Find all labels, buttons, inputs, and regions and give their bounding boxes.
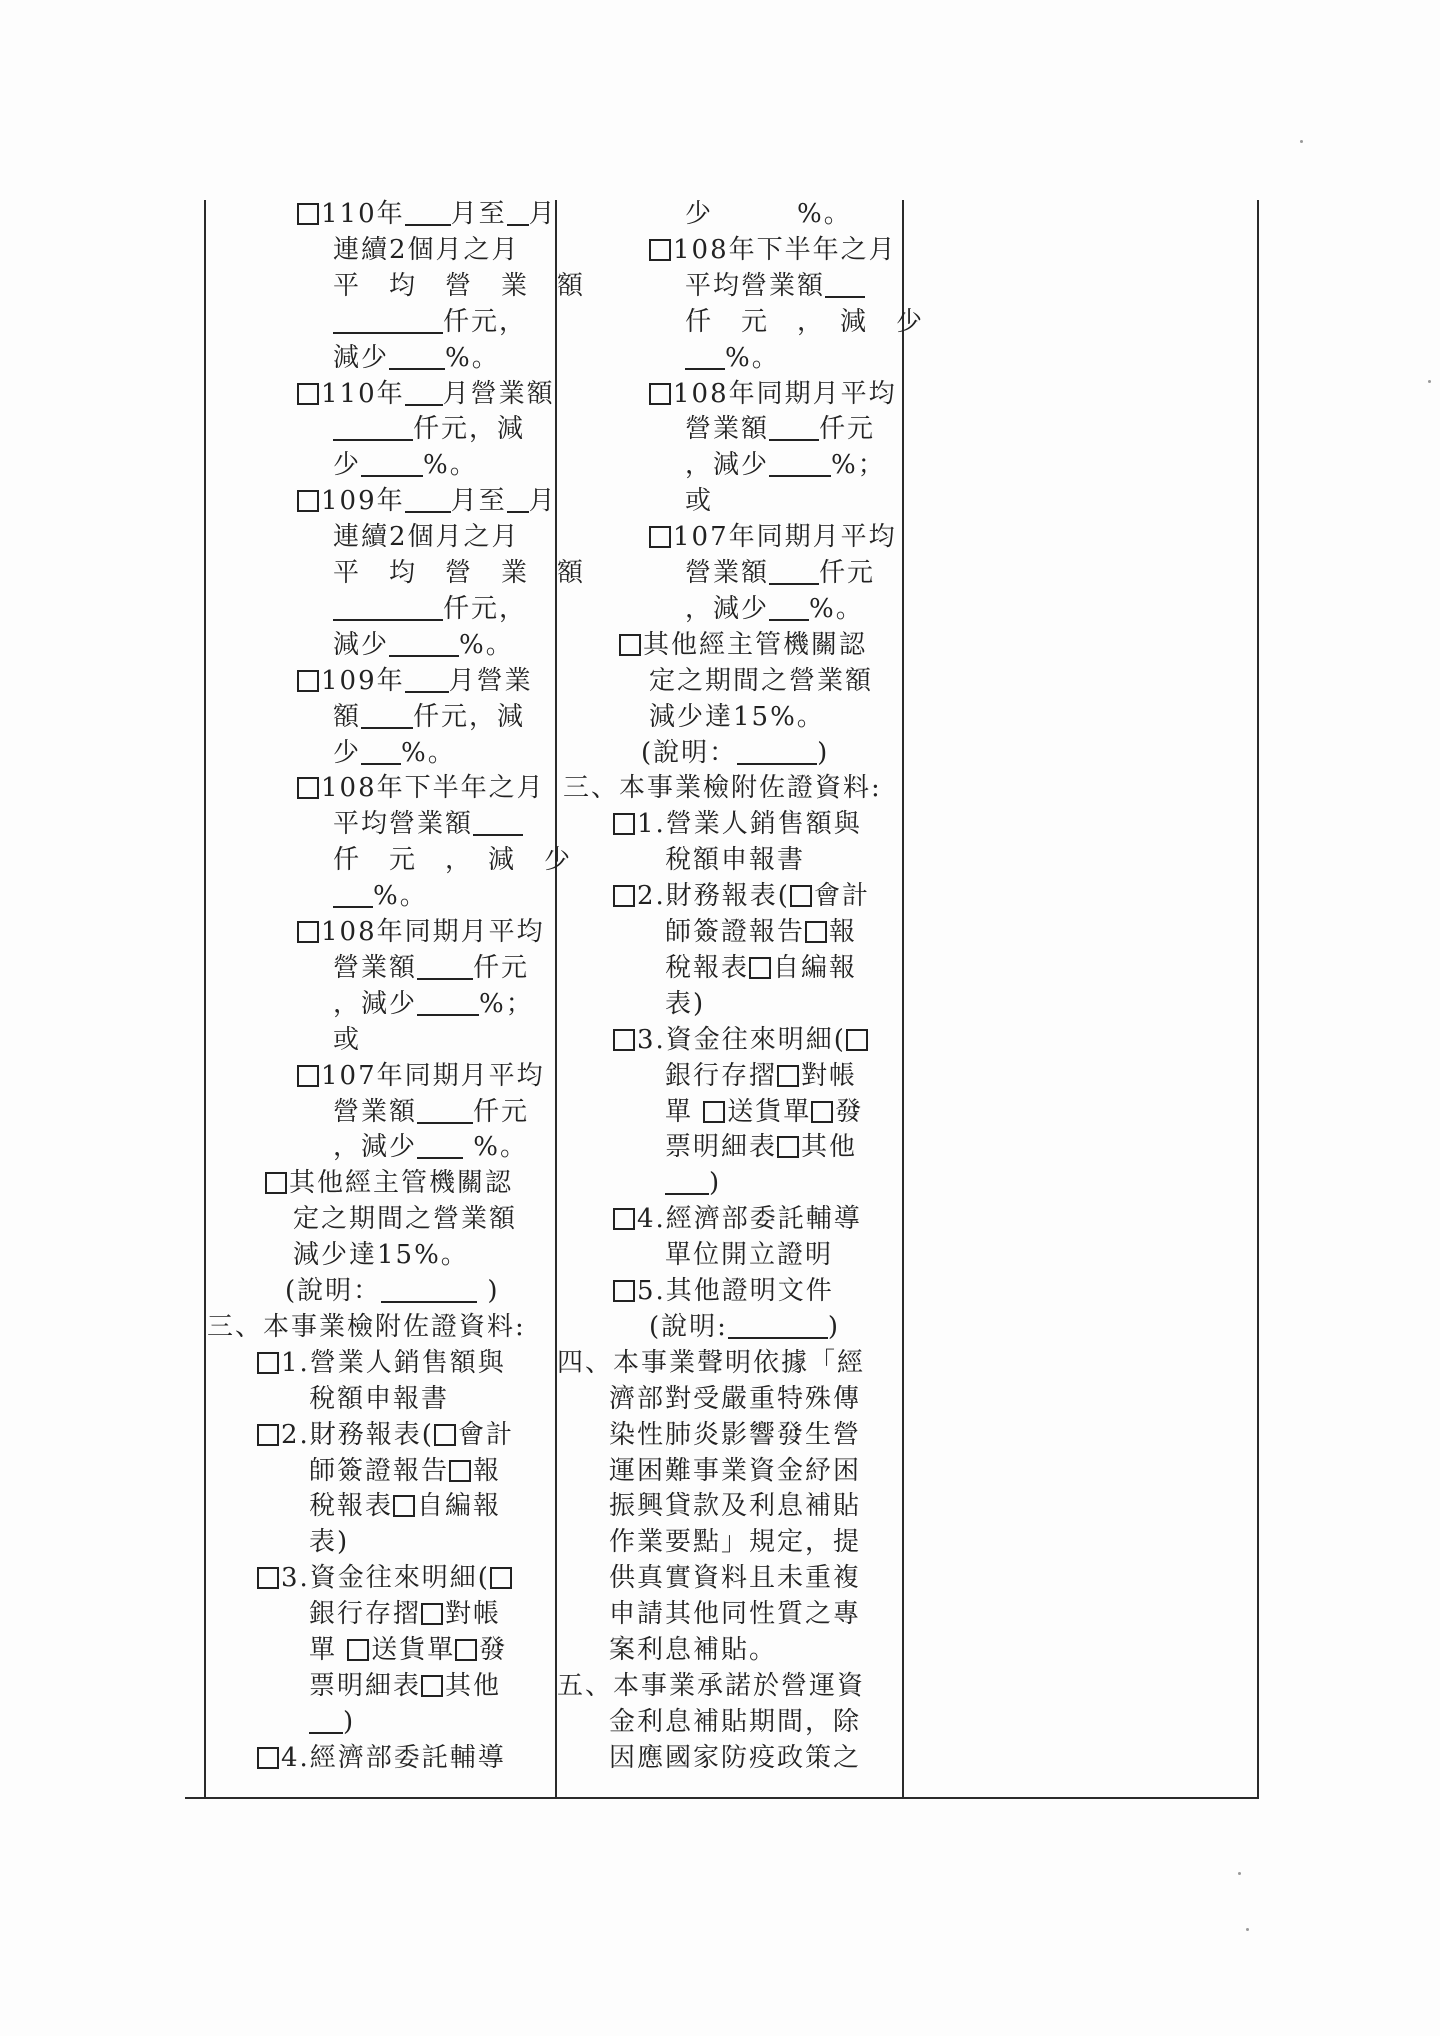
form-text: 月營業 bbox=[448, 665, 533, 696]
form-text: 表) bbox=[665, 988, 706, 1019]
fill-in-blank[interactable] bbox=[769, 417, 819, 441]
form-text: 仟元，減 bbox=[413, 701, 526, 732]
form-text: %。 bbox=[463, 1132, 528, 1163]
form-line bbox=[205, 1237, 469, 1273]
checkbox[interactable] bbox=[649, 526, 671, 548]
table-right-border bbox=[1257, 200, 1259, 1798]
form-text: ，減少 bbox=[685, 450, 770, 481]
form-line bbox=[557, 986, 705, 1022]
checkbox[interactable] bbox=[297, 203, 319, 225]
form-text: %。 bbox=[423, 450, 478, 481]
form-text: 仟元，減 bbox=[413, 414, 526, 445]
checkbox[interactable] bbox=[613, 1208, 635, 1230]
form-text: 月至 bbox=[450, 486, 507, 517]
checkbox[interactable] bbox=[297, 777, 319, 799]
form-line bbox=[205, 663, 533, 699]
form-line bbox=[557, 1488, 861, 1524]
form-text: 對帳 bbox=[445, 1599, 502, 1630]
form-line bbox=[205, 1273, 500, 1309]
form-text: 稅報表 bbox=[309, 1491, 394, 1522]
form-text: 仟元 bbox=[819, 558, 876, 588]
form-text: 定之期間之營業額 bbox=[293, 1204, 518, 1235]
form-text: 五、本事業承諾於營運資 bbox=[557, 1670, 866, 1701]
form-text: 減少達15%。 bbox=[649, 701, 825, 732]
form-text: 107年同期月平均 bbox=[321, 1060, 545, 1091]
form-line bbox=[557, 1560, 861, 1596]
form-line bbox=[557, 232, 897, 268]
form-text: 月至 bbox=[450, 199, 507, 229]
form-text: 平 均 營 業 額 bbox=[333, 270, 586, 301]
form-text: 108年下半年之月 bbox=[321, 773, 545, 804]
form-text: 5.其他證明文件 bbox=[637, 1276, 834, 1306]
checkbox[interactable] bbox=[421, 1603, 443, 1625]
form-text: 109年 bbox=[321, 665, 405, 696]
fill-in-blank[interactable] bbox=[507, 202, 529, 226]
form-text: 營業額 bbox=[685, 558, 770, 588]
form-text: 其他經主管機關認 bbox=[289, 1168, 514, 1199]
fill-in-blank[interactable] bbox=[417, 1135, 463, 1159]
fill-in-blank[interactable] bbox=[769, 597, 809, 621]
form-text: 或 bbox=[333, 1024, 362, 1055]
form-line bbox=[205, 1058, 545, 1094]
checkbox[interactable] bbox=[811, 1101, 833, 1123]
form-line bbox=[205, 1022, 361, 1058]
form-line bbox=[557, 1345, 865, 1381]
form-text: 發 bbox=[479, 1635, 508, 1665]
form-line bbox=[557, 1022, 870, 1058]
form-text: 案利息補貼。 bbox=[609, 1635, 778, 1665]
form-text: 金利息補貼期間，除 bbox=[609, 1706, 862, 1737]
form-text: 會計 bbox=[457, 1419, 514, 1450]
form-text: 振興貸款及利息補貼 bbox=[609, 1491, 862, 1522]
form-text: 108年下半年之月 bbox=[673, 234, 897, 265]
form-line bbox=[205, 950, 529, 986]
form-line bbox=[557, 268, 865, 304]
fill-in-blank[interactable] bbox=[333, 310, 443, 334]
form-text: 3.資金往來明細( bbox=[637, 1024, 846, 1055]
checkbox[interactable] bbox=[613, 813, 635, 835]
form-text: 其他 bbox=[445, 1670, 502, 1701]
form-text: 師簽證報告 bbox=[665, 917, 806, 947]
form-line bbox=[557, 1165, 721, 1201]
form-line bbox=[205, 1632, 507, 1668]
form-line bbox=[557, 1273, 834, 1309]
form-text: 送貨單 bbox=[371, 1635, 456, 1665]
checkbox[interactable] bbox=[455, 1639, 477, 1661]
form-line bbox=[205, 519, 520, 555]
form-text: 仟元， bbox=[443, 593, 528, 624]
form-line bbox=[557, 914, 857, 950]
fill-in-blank[interactable] bbox=[417, 1100, 473, 1124]
form-text: 110年 bbox=[321, 378, 405, 409]
form-text: 自編報 bbox=[773, 952, 858, 983]
fill-in-blank[interactable] bbox=[389, 633, 459, 657]
form-text: 報 bbox=[473, 1455, 502, 1486]
checkbox[interactable] bbox=[777, 1065, 799, 1087]
checkbox[interactable] bbox=[846, 1029, 868, 1051]
checkbox[interactable] bbox=[613, 1029, 635, 1051]
form-text: 仟元 bbox=[473, 1096, 530, 1127]
form-text: 表) bbox=[309, 1527, 350, 1558]
checkbox[interactable] bbox=[297, 670, 319, 692]
fill-in-blank[interactable] bbox=[685, 346, 725, 370]
form-text: 107年同期月平均 bbox=[673, 522, 897, 553]
form-text: 營業額 bbox=[333, 952, 418, 983]
form-line bbox=[557, 1453, 861, 1489]
checkbox[interactable] bbox=[393, 1495, 415, 1517]
form-text: %。 bbox=[725, 342, 780, 373]
form-text: %； bbox=[831, 450, 886, 481]
form-text: 送貨單 bbox=[727, 1096, 812, 1127]
form-text: 減少達15%。 bbox=[293, 1240, 469, 1271]
form-line bbox=[205, 1129, 528, 1165]
form-line bbox=[557, 447, 886, 483]
form-text: %。 bbox=[459, 629, 514, 660]
checkbox[interactable] bbox=[297, 383, 319, 405]
form-text: 仟元， bbox=[443, 306, 528, 337]
form-line bbox=[205, 1704, 355, 1740]
form-text: ) bbox=[709, 1168, 722, 1199]
form-text: 對帳 bbox=[801, 1060, 858, 1091]
form-text: 3.資金往來明細( bbox=[281, 1563, 490, 1594]
form-text: 三、本事業檢附佐證資料: bbox=[207, 1311, 526, 1342]
checkbox[interactable] bbox=[257, 1352, 279, 1374]
fill-in-blank[interactable] bbox=[389, 346, 445, 370]
form-text: 減少 bbox=[333, 342, 390, 373]
form-line bbox=[557, 519, 897, 555]
form-text: 定之期間之營業額 bbox=[649, 665, 874, 696]
form-text: 108年同期月平均 bbox=[321, 917, 545, 947]
form-text: ，減少 bbox=[333, 1132, 418, 1163]
form-text: 稅額申報書 bbox=[309, 1383, 450, 1414]
fill-in-blank[interactable] bbox=[309, 1710, 343, 1734]
form-text: 月營業額 bbox=[442, 378, 555, 409]
form-text: 少 bbox=[333, 450, 362, 481]
form-text: 因應國家防疫政策之 bbox=[609, 1742, 862, 1773]
form-line bbox=[205, 878, 428, 914]
form-line bbox=[205, 1596, 501, 1632]
checkbox[interactable] bbox=[421, 1675, 443, 1697]
form-line bbox=[205, 1453, 501, 1489]
form-line bbox=[205, 1201, 517, 1237]
form-line bbox=[205, 304, 527, 340]
checkbox[interactable] bbox=[297, 1065, 319, 1087]
checkbox[interactable] bbox=[703, 1101, 725, 1123]
fill-in-blank[interactable] bbox=[361, 453, 423, 477]
checkbox[interactable] bbox=[449, 1460, 471, 1482]
fill-in-blank[interactable] bbox=[405, 382, 443, 406]
form-line bbox=[557, 1058, 857, 1094]
form-text: 申請其他同性質之專 bbox=[609, 1599, 862, 1630]
form-line bbox=[205, 1740, 506, 1776]
form-text: 4.經濟部委託輔導 bbox=[637, 1204, 862, 1235]
form-line bbox=[557, 1309, 840, 1345]
form-text: 三、本事業檢附佐證資料: bbox=[563, 773, 882, 804]
checkbox[interactable] bbox=[777, 1136, 799, 1158]
form-line bbox=[557, 842, 805, 878]
checkbox[interactable] bbox=[749, 957, 771, 979]
fill-in-blank[interactable] bbox=[665, 1171, 709, 1195]
checkbox[interactable] bbox=[490, 1567, 512, 1589]
form-text: 自編報 bbox=[417, 1491, 502, 1522]
fill-in-blank[interactable] bbox=[405, 669, 449, 693]
fill-in-blank[interactable] bbox=[333, 417, 413, 441]
form-line bbox=[205, 735, 456, 771]
form-text: 四、本事業聲明依據「經 bbox=[557, 1347, 866, 1378]
fill-in-blank[interactable] bbox=[737, 741, 817, 765]
form-line bbox=[557, 770, 882, 806]
form-text: 營業額 bbox=[333, 1096, 418, 1127]
form-line bbox=[557, 1668, 865, 1704]
form-line bbox=[205, 340, 500, 376]
form-line bbox=[205, 806, 523, 842]
form-line bbox=[205, 591, 527, 627]
fill-in-blank[interactable] bbox=[825, 274, 865, 298]
form-text: 月 bbox=[528, 199, 557, 229]
form-text: %。 bbox=[401, 737, 456, 768]
form-text: 單 bbox=[665, 1096, 704, 1127]
checkbox[interactable] bbox=[613, 885, 635, 907]
form-text: %。 bbox=[809, 593, 864, 624]
form-line bbox=[205, 1560, 514, 1596]
form-text: %。 bbox=[373, 881, 428, 912]
form-line bbox=[205, 1094, 529, 1130]
form-text: 稅報表 bbox=[665, 952, 750, 983]
fill-in-blank[interactable] bbox=[361, 705, 413, 729]
form-line bbox=[205, 1309, 526, 1345]
column-divider-2 bbox=[902, 200, 904, 1798]
form-text: ) bbox=[477, 1276, 500, 1306]
form-line bbox=[557, 1094, 863, 1130]
checkbox[interactable] bbox=[265, 1172, 287, 1194]
form-text: 少 bbox=[333, 737, 362, 768]
form-text: (說明： bbox=[285, 1276, 382, 1306]
form-line bbox=[557, 304, 924, 340]
form-text: 師簽證報告 bbox=[309, 1455, 450, 1486]
form-line bbox=[557, 483, 713, 519]
form-line bbox=[205, 376, 555, 412]
form-text: 單 bbox=[309, 1635, 348, 1665]
fill-in-blank[interactable] bbox=[381, 1279, 477, 1303]
form-text: 票明細表 bbox=[665, 1132, 778, 1163]
form-text: 銀行存摺 bbox=[309, 1599, 422, 1630]
form-text: 額 bbox=[333, 701, 362, 732]
form-text: 仟元 bbox=[473, 952, 530, 983]
form-line bbox=[205, 1417, 514, 1453]
form-line bbox=[205, 483, 557, 519]
form-line bbox=[205, 1381, 449, 1417]
form-text: 其他經主管機關認 bbox=[643, 629, 868, 660]
checkbox[interactable] bbox=[649, 383, 671, 405]
form-text: 作業要點」規定，提 bbox=[609, 1527, 862, 1558]
form-line bbox=[205, 268, 585, 304]
fill-in-blank[interactable] bbox=[417, 992, 479, 1016]
form-text: 110年 bbox=[321, 199, 405, 229]
form-line bbox=[205, 447, 478, 483]
form-line bbox=[557, 340, 780, 376]
form-text: 連續2個月之月 bbox=[333, 234, 520, 265]
fill-in-blank[interactable] bbox=[473, 812, 523, 836]
form-line bbox=[205, 986, 534, 1022]
form-line bbox=[557, 1381, 861, 1417]
form-text: 108年同期月平均 bbox=[673, 378, 897, 409]
fill-in-blank[interactable] bbox=[333, 884, 373, 908]
form-text: 月 bbox=[528, 486, 557, 517]
form-line bbox=[557, 1632, 777, 1668]
form-text: 票明細表 bbox=[309, 1670, 422, 1701]
fill-in-blank[interactable] bbox=[405, 489, 451, 513]
form-text: 銀行存摺 bbox=[665, 1060, 778, 1091]
form-line bbox=[205, 1488, 501, 1524]
checkbox[interactable] bbox=[790, 885, 812, 907]
form-line bbox=[557, 878, 870, 914]
form-text: 報 bbox=[829, 917, 858, 947]
checkbox[interactable] bbox=[619, 634, 641, 656]
form-line bbox=[205, 842, 572, 878]
form-text: 稅額申報書 bbox=[665, 845, 806, 876]
checkbox[interactable] bbox=[805, 921, 827, 943]
form-text: 連續2個月之月 bbox=[333, 522, 520, 553]
fill-in-blank[interactable] bbox=[405, 202, 451, 226]
form-text: 運困難事業資金紓困 bbox=[609, 1455, 862, 1486]
fill-in-blank[interactable] bbox=[769, 561, 819, 585]
checkbox[interactable] bbox=[257, 1747, 279, 1769]
form-text: 平均營業額 bbox=[685, 270, 826, 301]
checkbox[interactable] bbox=[257, 1567, 279, 1589]
checkbox[interactable] bbox=[297, 921, 319, 943]
form-line bbox=[557, 627, 867, 663]
scan-speck bbox=[1238, 1872, 1241, 1875]
form-line bbox=[557, 663, 873, 699]
form-line bbox=[557, 591, 864, 627]
form-text: 仟 元 ， 減 少 bbox=[685, 306, 925, 337]
checkbox[interactable] bbox=[613, 1280, 635, 1302]
form-text: 減少 bbox=[333, 629, 390, 660]
form-line bbox=[205, 232, 520, 268]
form-text: 供真實資料且未重複 bbox=[609, 1563, 862, 1594]
form-text: 4.經濟部委託輔導 bbox=[281, 1742, 506, 1773]
form-text: 少 %。 bbox=[685, 199, 852, 229]
form-text: ) bbox=[817, 737, 830, 768]
form-line bbox=[557, 555, 875, 591]
scan-speck bbox=[1246, 1928, 1249, 1931]
form-line bbox=[557, 376, 897, 412]
form-text: ) bbox=[343, 1706, 356, 1737]
form-text: (說明： bbox=[641, 737, 738, 768]
checkbox[interactable] bbox=[649, 239, 671, 261]
form-text: 單位開立證明 bbox=[665, 1240, 834, 1271]
fill-in-blank[interactable] bbox=[417, 956, 473, 980]
form-line bbox=[557, 806, 862, 842]
form-text: 平 均 營 業 額 bbox=[333, 558, 586, 588]
fill-in-blank[interactable] bbox=[769, 453, 831, 477]
form-text: 發 bbox=[835, 1096, 864, 1127]
scan-speck bbox=[1428, 380, 1431, 383]
form-text: 仟 元 ， 減 少 bbox=[333, 845, 573, 876]
fill-in-blank[interactable] bbox=[333, 597, 443, 621]
form-line bbox=[557, 1704, 861, 1740]
form-text: 1.營業人銷售額與 bbox=[637, 809, 862, 840]
checkbox[interactable] bbox=[434, 1424, 456, 1446]
fill-in-blank[interactable] bbox=[507, 489, 529, 513]
form-line bbox=[205, 1524, 349, 1560]
form-text: %。 bbox=[445, 342, 500, 373]
form-line bbox=[557, 1201, 862, 1237]
form-text: (說明: bbox=[649, 1311, 728, 1342]
form-line bbox=[557, 411, 875, 447]
form-line bbox=[205, 411, 525, 447]
form-text: ，減少 bbox=[685, 593, 770, 624]
fill-in-blank[interactable] bbox=[728, 1315, 828, 1339]
form-line bbox=[557, 1129, 857, 1165]
form-line bbox=[557, 735, 829, 771]
form-text: ) bbox=[827, 1311, 841, 1342]
form-line bbox=[205, 770, 545, 806]
form-text: 1.營業人銷售額與 bbox=[281, 1347, 506, 1378]
form-line bbox=[205, 555, 585, 591]
form-text: 會計 bbox=[813, 881, 870, 912]
form-line bbox=[557, 950, 857, 986]
form-line bbox=[205, 1345, 506, 1381]
form-line bbox=[557, 1417, 861, 1453]
form-line bbox=[557, 699, 825, 735]
form-text: ，減少 bbox=[333, 988, 418, 1019]
form-text: 染性肺炎影響發生營 bbox=[609, 1419, 862, 1450]
form-text: %； bbox=[479, 988, 534, 1019]
form-text: 2.財務報表( bbox=[281, 1419, 434, 1450]
form-line bbox=[205, 196, 557, 232]
form-line bbox=[557, 196, 852, 232]
scan-speck bbox=[1300, 140, 1303, 143]
form-text: 其他 bbox=[801, 1132, 858, 1163]
form-line bbox=[205, 627, 514, 663]
checkbox[interactable] bbox=[347, 1639, 369, 1661]
form-text: 或 bbox=[685, 486, 714, 517]
form-text: 109年 bbox=[321, 486, 405, 517]
form-line bbox=[205, 699, 525, 735]
checkbox[interactable] bbox=[297, 490, 319, 512]
form-line bbox=[557, 1740, 861, 1776]
form-line bbox=[205, 1165, 513, 1201]
form-line bbox=[205, 914, 545, 950]
form-text: 營業額 bbox=[685, 414, 770, 445]
form-text: 濟部對受嚴重特殊傳 bbox=[609, 1383, 862, 1414]
form-text: 平均營業額 bbox=[333, 809, 474, 840]
table-bottom-border bbox=[185, 1797, 1259, 1799]
checkbox[interactable] bbox=[257, 1424, 279, 1446]
form-line bbox=[557, 1524, 861, 1560]
form-line bbox=[557, 1596, 861, 1632]
form-line bbox=[205, 1668, 501, 1704]
form-text: 仟元 bbox=[819, 414, 876, 445]
form-text: 2.財務報表( bbox=[637, 881, 790, 912]
form-line bbox=[557, 1237, 833, 1273]
fill-in-blank[interactable] bbox=[361, 741, 401, 765]
